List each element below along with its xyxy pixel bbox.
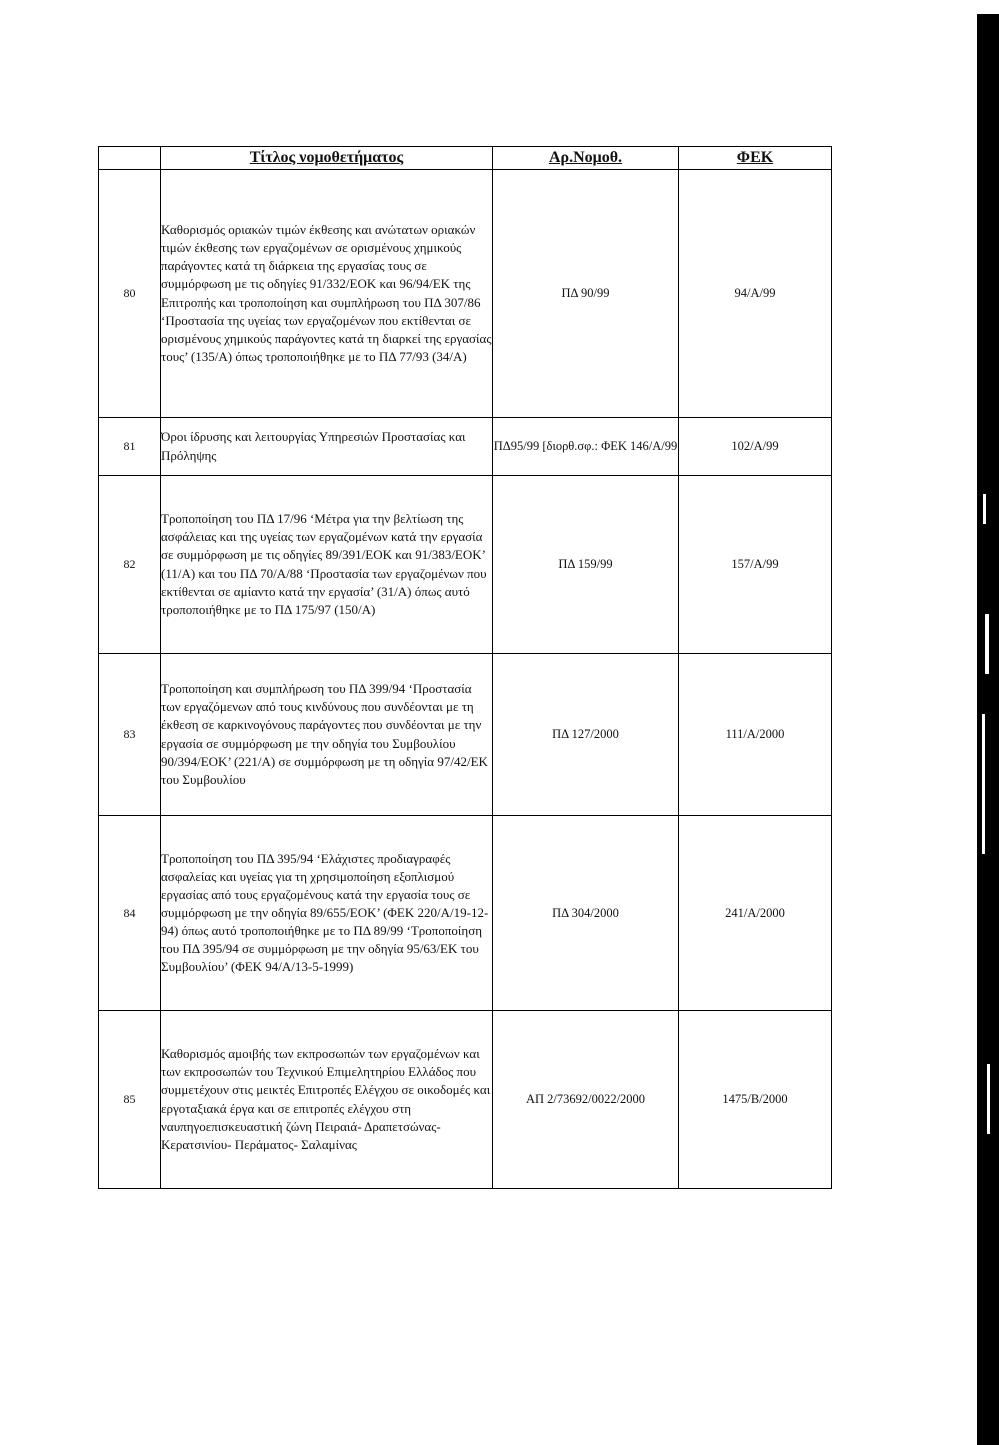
row-fek: 94/Α/99 (679, 170, 832, 418)
header-law-number: Αρ.Νομοθ. (493, 147, 679, 170)
row-number: 85 (99, 1011, 161, 1189)
row-title: Τροποποίηση του ΠΔ 395/94 ‘Ελάχιστες προδιαγραφές ασφαλείας και υγείας για τη χρησιμοποίηση εξοπλισμού εργασίας από τους εργαζομένους κατά την εργασία τους σε συμμόρφωση με την οδηγία 89/655/ΕΟΚ’ (ΦΕΚ 220/Α/19-12-94) όπως αυτό τροποποιήθηκε με το ΠΔ 89/99 ‘Τροποποίηση του ΠΔ 395/94 σε συμμόρφωση με την οδηγία 95/63/ΕΚ του Συμβουλίου’ (ΦΕΚ 94/Α/13-5-1999) (161, 816, 493, 1011)
row-number: 84 (99, 816, 161, 1011)
table-row (99, 654, 832, 816)
row-law-number: ΠΔ95/99 [διορθ.σφ.: ΦΕΚ 146/Α/99 (493, 418, 679, 476)
row-law-number: ΠΔ 304/2000 (493, 816, 679, 1011)
table-row (99, 170, 832, 418)
row-number: 83 (99, 654, 161, 816)
row-fek: 241/Α/2000 (679, 816, 832, 1011)
row-law-number: ΠΔ 127/2000 (493, 654, 679, 816)
row-title: Καθορισμός αμοιβής των εκπροσωπών των εργαζομένων και των εκπροσωπών του Τεχνικού Επιμελητηρίου Ελλάδος που συμμετέχουν στις μεικτές Επιτροπές Ελέγχου σε οικοδομές και εργοταξιακά έργα και σε επιτροπές ελέγχου στη ναυπηγοεπισκευαστική ζώνη Πειραιά- Δραπετσώνας- Κερατσινίου- Περάματος- Σαλαμίνας (161, 1011, 493, 1189)
table-row (99, 816, 832, 1011)
row-fek: 1475/Β/2000 (679, 1011, 832, 1189)
row-law-number: ΑΠ 2/73692/0022/2000 (493, 1011, 679, 1189)
row-title: Καθορισμός οριακών τιμών έκθεσης και ανώτατων οριακών τιμών έκθεσης των εργαζομένων σε ορισμένους χημικούς παράγοντες κατά τη διάρκεια της εργασίας τους σε συμμόρφωση με τις οδηγίες 91/332/ΕΟΚ και 96/94/ΕΚ της Επιτροπής και τροποποίηση και συμπλήρωση του ΠΔ 307/86 ‘Προστασία της υγείας των εργαζομένων που εκτίθενται σε ορισμένους χημικούς παράγοντες κατά τη διαρκεί της εργασίας τους’ (135/Α) όπως τροποποιήθηκε με το ΠΔ 77/93 (34/Α) (161, 170, 493, 418)
table-row (99, 418, 832, 476)
table-header-row (99, 147, 832, 170)
row-title: Τροποποίηση του ΠΔ 17/96 ‘Μέτρα για την βελτίωση της ασφάλειας και της υγείας των εργαζομένων κατά την εργασία σε συμμόρφωση με τις οδηγίες 89/391/ΕΟΚ και 91/383/ΕΟΚ’ (11/Α) και του ΠΔ 70/Α/88 ‘Προστασία των εργαζομένων που εκτίθενται σε αμίαντο κατά την εργασία’ (31/Α) όπως αυτό τροποποιήθηκε με το ΠΔ 175/97 (150/Α) (161, 476, 493, 654)
header-title: Τίτλος νομοθετήματος (161, 147, 493, 170)
row-number: 81 (99, 418, 161, 476)
legislation-table (98, 146, 832, 1189)
table-row (99, 476, 832, 654)
scan-right-edge (977, 14, 999, 1445)
scan-top-margin (0, 0, 999, 14)
row-fek: 111/Α/2000 (679, 654, 832, 816)
row-title: Τροποποίηση και συμπλήρωση του ΠΔ 399/94 ‘Προστασία των εργαζόμενων από τους κινδύνους που συνδέονται με τη έκθεση σε καρκινογόνους παράγοντες που συνδέονται με την εργασία σε συμμόρφωση με την οδηγία του Συμβουλίου 90/394/ΕΟΚ’ (221/Α) σε συμμόρφωση με τη οδηγία 97/42/ΕΚ του Συμβουλίου (161, 654, 493, 816)
row-fek: 102/Α/99 (679, 418, 832, 476)
row-number: 82 (99, 476, 161, 654)
header-number (99, 147, 161, 170)
header-fek: ΦΕΚ (679, 147, 832, 170)
row-title: Όροι ίδρυσης και λειτουργίας Υπηρεσιών Προστασίας και Πρόληψης (161, 418, 493, 476)
row-law-number: ΠΔ 159/99 (493, 476, 679, 654)
row-number: 80 (99, 170, 161, 418)
row-fek: 157/Α/99 (679, 476, 832, 654)
row-law-number: ΠΔ 90/99 (493, 170, 679, 418)
table-row (99, 1011, 832, 1189)
